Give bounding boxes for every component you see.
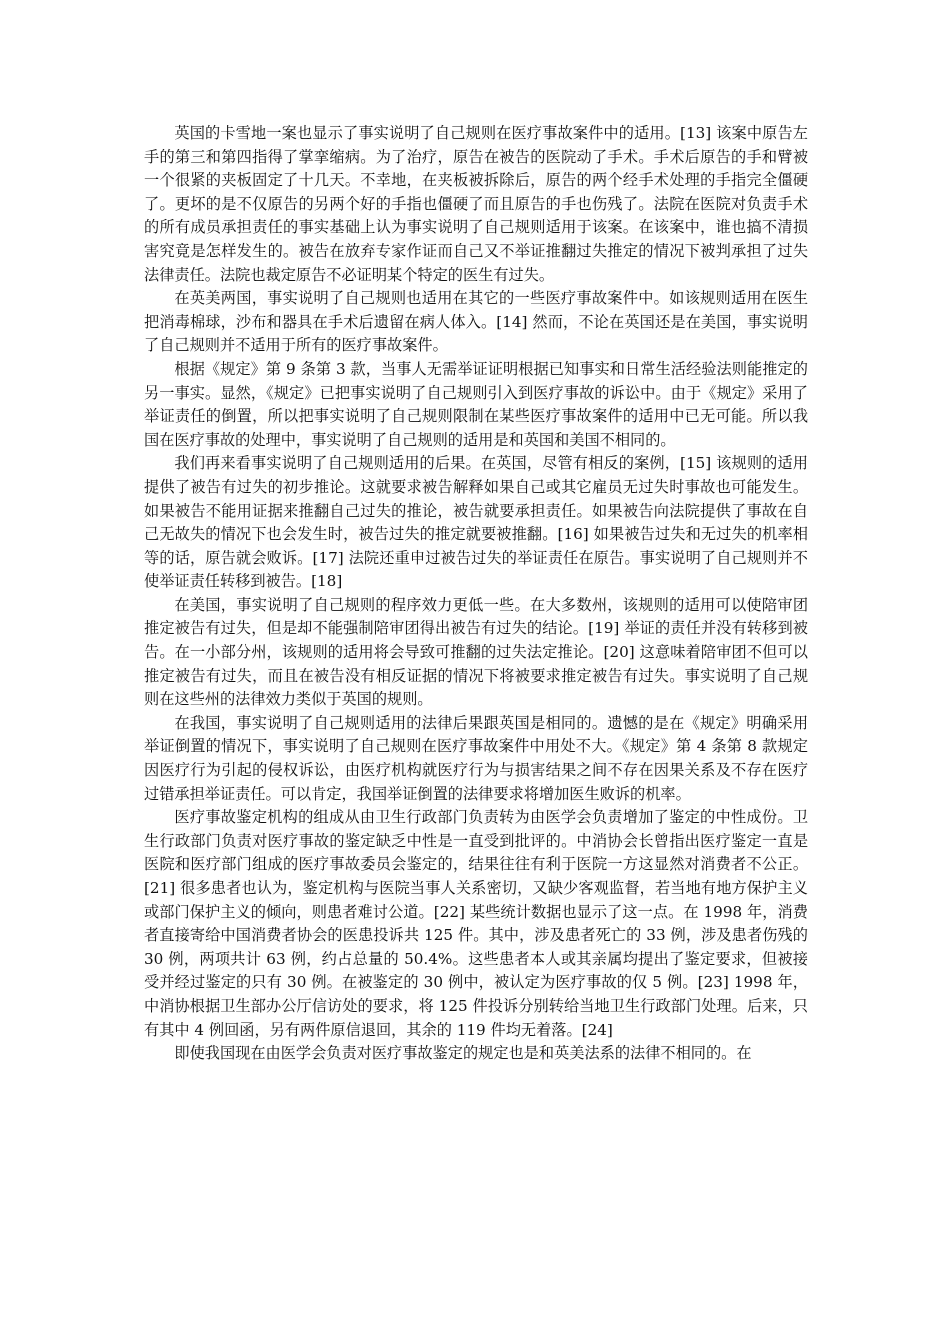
paragraph-comparison-continued: 即使我国现在由医学会负责对医疗事故鉴定的规定也是和英美法系的法律不相同的。在 (174, 1044, 752, 1063)
paragraph-uk-consequences: 我们再来看事实说明了自己规则适用的后果。在英国，尽管有相反的案例，[15] 该规则的适用提供了被告有过失的初步推论。这就要求被告解释如果自己或其它雇员无过失时事故也可能发生。如果被告不能用证据来推翻自己过失的推论，被告就要承担责任。如果被告向法院提供了事故在自己无故失的情况下也会发生时，被告过失的推定就要被推翻。[16] 如果被告过失和无过失的机率相等的话，原告就会败诉。[17] 法院还重申过被告过失的举证责任在原告。事实说明了自己规则并不使举证责任转移到被告。[18] (144, 454, 808, 591)
paragraph-appraisal-body: 医疗事故鉴定机构的组成从由卫生行政部门负责转为由医学会负责增加了鉴定的中性成份。卫生行政部门负责对医疗事故的鉴定缺乏中性是一直受到批评的。中消协会长曾指出医疗鉴定一直是医院和医疗部门组成的医疗事故委员会鉴定的，结果往往有利于医院一方这显然对消费者不公正。[21] 很多患者也认为，鉴定机构与医院当事人关系密切，又缺少客观监督，若当地有地方保护主义或部门保护主义的倾向，则患者难讨公道。[22] 某些统计数据也显示了这一点。在 1998 年，消费者直接寄给中国消费者协会的医患投诉共 125 件。其中，涉及患者死亡的 33 例，涉及患者伤残的 30 例，两项共计 63 例，约占总量的 50.4%。这些患者本人或其亲属均提出了鉴定要求，但被接受并经过鉴定的只有 30 例。在被鉴定的 30 例中，被认定为医疗事故的仅 5 例。[23] 1998 年，中消协根据卫生部办公厅信访处的要求，将 125 件投诉分别转给当地卫生行政部门处理。后来，只有其中 4 例回函，另有两件原信退回，其余的 119 件均无着落。[24] (144, 808, 808, 1039)
document-page (144, 122, 808, 1066)
paragraph-regulation-article-9: 根据《规定》第 9 条第 3 款，当事人无需举证证明根据已知事实和日常生活经验法则能推定的另一事实。显然，《规定》已把事实说明了自己规则引入到医疗事故的诉讼中。由于《规定》采用了举证责任的倒置，所以把事实说明了自己规则限制在某些医疗事故案件的适用中已无可能。所以我国在医疗事故的处理中，事实说明了自己规则的适用是和英国和美国不相同的。 (144, 359, 808, 449)
paragraph-china-consequences: 在我国，事实说明了自己规则适用的法律后果跟英国是相同的。遗憾的是在《规定》明确采用举证倒置的情况下，事实说明了自己规则在医疗事故案件中用处不大。《规定》第 4 条第 8 款规定因医疗行为引起的侵权诉讼，由医疗机构就医疗行为与损害结果之间不存在因果关系及不存在医疗过错承担举证责任。可以肯定，我国举证倒置的法律要求将增加医生败诉的机率。 (144, 713, 808, 803)
paragraph-res-ipsa-case: 英国的卡雪地一案也显示了事实说明了自己规则在医疗事故案件中的适用。[13] 该案中原告左手的第三和第四指得了掌挛缩病。为了治疗，原告在被告的医院动了手术。手术后原告的手和臂被一个很紧的夹板固定了十几天。不幸地，在夹板被拆除后，原告的两个经手术处理的手指完全僵硬了。更坏的是不仅原告的另两个好的手指也僵硬了而且原告的手也伤残了。法院在医院对负责手术的所有成员承担责任的事实基础上认为事实说明了自己规则适用于该案。在该案中，谁也搞不清损害究竟是怎样发生的。被告在放弃专家作证而自己又不举证推翻过失推定的情况下被判承担了过失法律责任。法院也裁定原告不必证明某个特定的医生有过失。 (144, 124, 808, 284)
paragraph-us-consequences: 在美国，事实说明了自己规则的程序效力更低一些。在大多数州，该规则的适用可以使陪审团推定被告有过失，但是却不能强制陪审团得出被告有过失的结论。[19] 举证的责任并没有转移到被告。在一小部分州，该规则的适用将会导致可推翻的过失法定推论。[20] 这意味着陪审团不但可以推定被告有过失，而且在被告没有相反证据的情况下将被要求推定被告有过失。事实说明了自己规则在这些州的法律效力类似于英国的规则。 (144, 595, 808, 709)
paragraph-uk-us-scope: 在英美两国，事实说明了自己规则也适用在其它的一些医疗事故案件中。如该规则适用在医生把消毒棉球，沙布和器具在手术后遗留在病人体入。[14] 然而，不论在英国还是在美国，事实说明了自己规则并不适用于所有的医疗事故案件。 (144, 289, 808, 355)
